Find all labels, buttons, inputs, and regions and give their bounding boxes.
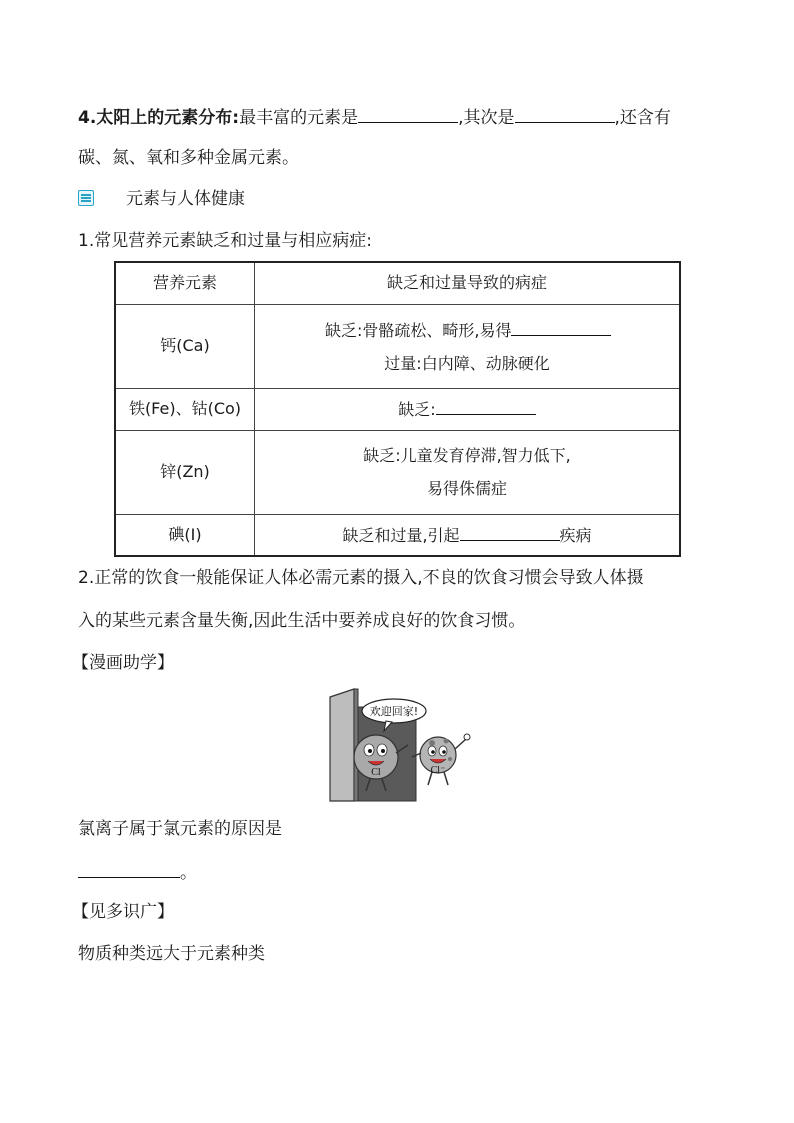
row-element-zn: 锌(Zn)	[115, 430, 255, 514]
answer-blank-ca[interactable]	[511, 317, 611, 336]
header-disease: 缺乏和过量导致的病症	[255, 262, 681, 304]
extra-label: 【见多识广】	[72, 902, 174, 922]
answer-blank-chloride-reason[interactable]	[78, 859, 180, 878]
item4-line2: 碳、氮、氧和多种金属元素。	[78, 148, 299, 168]
section-title: 元素与人体健康	[126, 189, 245, 209]
chloride-ion-character	[412, 734, 470, 785]
item4-heading: 4.太阳上的元素分布:	[78, 108, 240, 128]
p1-title: 1.常见营养元素缺乏和过量与相应病症:	[78, 231, 372, 251]
item4-text2: ,其次是	[458, 108, 515, 128]
fe-deficiency-text: 缺乏:	[398, 400, 436, 419]
answer-blank-fe[interactable]	[436, 396, 536, 415]
row-element-i: 碘(I)	[115, 514, 255, 556]
comic-illustration	[326, 687, 476, 803]
p2-line2: 入的某些元素含量失衡,因此生活中要养成良好的饮食习惯。	[78, 611, 526, 631]
row-disease-fe-co	[255, 388, 681, 430]
question-answer-line	[78, 859, 197, 885]
item4-text1: 最丰富的元素是	[239, 108, 359, 128]
item4-text3: ,还含有	[614, 108, 671, 128]
bubble-text: 欢迎回家!	[369, 705, 419, 718]
ca-deficiency-text: 缺乏:骨骼疏松、畸形,易得	[325, 320, 512, 340]
row-disease-ca	[255, 304, 681, 388]
row-disease-i	[255, 514, 681, 556]
answer-blank-second[interactable]	[515, 104, 615, 123]
header-element: 营养元素	[115, 262, 255, 304]
table-row	[115, 388, 680, 430]
row-disease-zn	[255, 430, 681, 514]
answer-blank-most-abundant[interactable]	[358, 104, 458, 123]
nutrition-table	[114, 261, 681, 557]
zn-deficiency-text: 缺乏:儿童发育停滞,智力低下,	[363, 445, 571, 465]
comic-label: 【漫画助学】	[72, 653, 174, 673]
extra-text: 物质种类远大于元素种类	[78, 944, 265, 964]
row-element-fe-co: 铁(Fe)、钴(Co)	[115, 388, 255, 430]
zn-dwarfism-text: 易得侏儒症	[426, 478, 507, 498]
iodine-disease-suffix: 疾病	[559, 525, 592, 545]
item4-line1	[78, 104, 671, 130]
question-end: 。	[180, 863, 197, 883]
p2-line1: 2.正常的饮食一般能保证人体必需元素的摄入,不良的饮食习惯会导致人体摄	[78, 568, 644, 588]
table-row	[115, 514, 680, 556]
table-header-row	[115, 262, 680, 304]
answer-blank-iodine[interactable]	[460, 522, 560, 541]
section-list-icon	[78, 190, 94, 206]
iodine-text: 缺乏和过量,引起	[342, 525, 460, 545]
table-row	[115, 430, 680, 514]
ca-excess-text: 过量:白内障、动脉硬化	[384, 353, 550, 373]
question-text: 氯离子属于氯元素的原因是	[78, 819, 282, 839]
ion-label: Cl⁻	[430, 765, 446, 776]
table-row	[115, 304, 680, 388]
row-element-ca: 钙(Ca)	[115, 304, 255, 388]
atom-label: Cl	[371, 767, 381, 778]
